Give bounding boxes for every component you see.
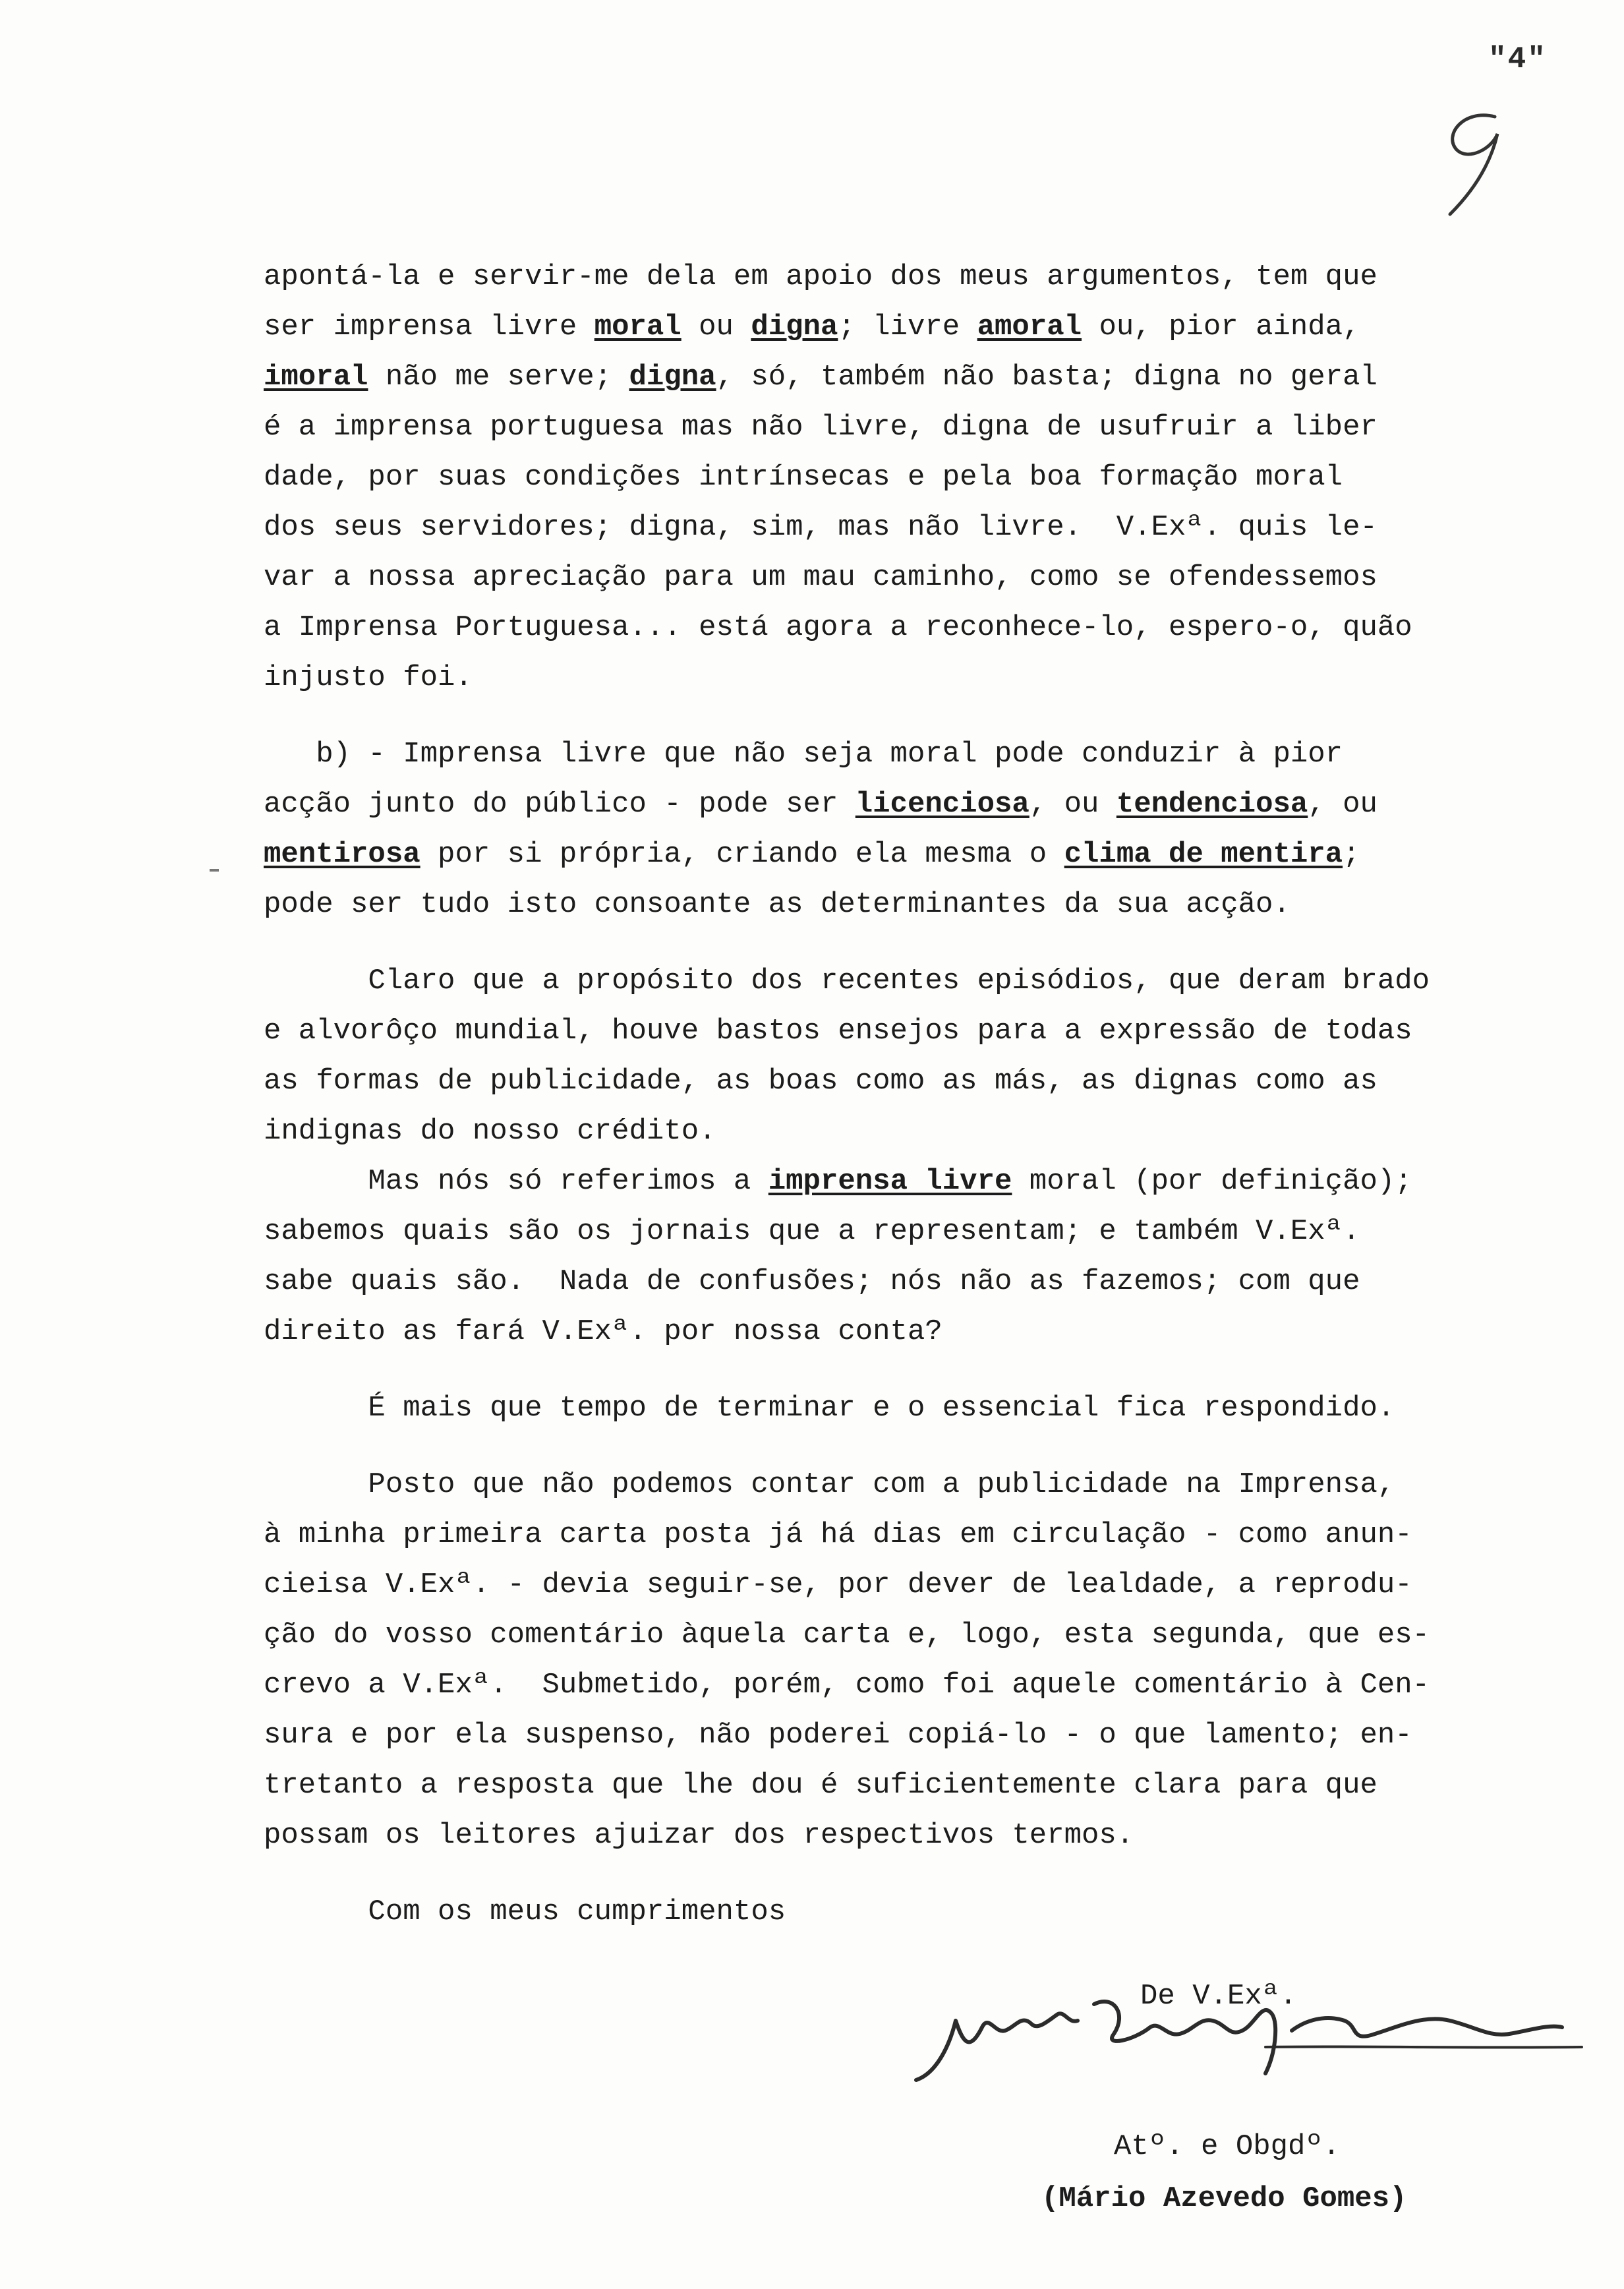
text-segment: Mas nós só referimos a bbox=[264, 1165, 768, 1198]
text-line bbox=[264, 1206, 1555, 1257]
text-line bbox=[264, 729, 1555, 779]
text-line bbox=[264, 1106, 1555, 1156]
text-line bbox=[264, 1710, 1555, 1760]
underlined-term: digna bbox=[629, 361, 716, 394]
paragraph bbox=[264, 729, 1555, 930]
closing-line-1: De V.Exª. bbox=[1140, 1980, 1297, 2013]
text-segment: direito as fará V.Exª. por nossa conta? bbox=[264, 1315, 942, 1348]
text-line bbox=[264, 1510, 1555, 1560]
text-segment: não me serve; bbox=[368, 361, 629, 394]
text-segment: tretanto a resposta que lhe dou é suficientemente clara para que bbox=[264, 1769, 1378, 1802]
text-line bbox=[264, 1383, 1555, 1433]
text-segment: acção junto do público - pode ser bbox=[264, 788, 856, 821]
margin-mark bbox=[210, 869, 219, 872]
text-segment: ; livre bbox=[838, 311, 977, 343]
text-segment: indignas do nosso crédito. bbox=[264, 1115, 716, 1148]
closing-line-2: Atº. e Obgdº. bbox=[1114, 2130, 1341, 2163]
text-segment: Posto que não podemos contar com a publicidade na Imprensa, bbox=[264, 1468, 1395, 1501]
text-segment: sabemos quais são os jornais que a representam; e também V.Exª. bbox=[264, 1215, 1360, 1248]
text-line bbox=[264, 653, 1555, 703]
text-line bbox=[264, 302, 1555, 352]
text-segment: é a imprensa portuguesa mas não livre, digna de usufruir a liber bbox=[264, 411, 1378, 444]
text-line bbox=[264, 956, 1555, 1006]
paragraph-gap bbox=[264, 930, 1555, 956]
underlined-term: licenciosa bbox=[855, 788, 1030, 821]
paragraph bbox=[264, 956, 1555, 1357]
text-segment: ; bbox=[1343, 838, 1360, 871]
text-segment: sabe quais são. Nada de confusões; nós não as fazemos; com que bbox=[264, 1265, 1360, 1298]
paragraph bbox=[264, 1460, 1555, 1860]
text-line bbox=[264, 1660, 1555, 1710]
text-segment: , ou bbox=[1308, 788, 1378, 821]
underlined-term: imprensa livre bbox=[768, 1165, 1012, 1198]
text-line bbox=[264, 502, 1555, 552]
text-segment: ser imprensa livre bbox=[264, 311, 594, 343]
text-segment: ou, pior ainda, bbox=[1082, 311, 1360, 343]
text-segment: Claro que a propósito dos recentes episódios, que deram brado bbox=[264, 965, 1430, 997]
text-segment: É mais que tempo de terminar e o essencial fica respondido. bbox=[264, 1392, 1395, 1425]
text-line bbox=[264, 1887, 1555, 1937]
text-segment: a Imprensa Portuguesa... está agora a reconhece-lo, espero-o, quão bbox=[264, 611, 1412, 644]
text-segment: crevo a V.Exª. Submetido, porém, como foi aquele comentário à Cen- bbox=[264, 1669, 1430, 1702]
text-line bbox=[264, 1006, 1555, 1056]
text-line bbox=[264, 452, 1555, 502]
text-line bbox=[264, 1810, 1555, 1860]
text-segment: por si própria, criando ela mesma o bbox=[420, 838, 1064, 871]
underlined-term: clima de mentira bbox=[1064, 838, 1343, 871]
text-segment: dade, por suas condições intrínsecas e pela boa formação moral bbox=[264, 461, 1343, 494]
text-line bbox=[264, 1257, 1555, 1307]
text-line bbox=[264, 1460, 1555, 1510]
underlined-term: digna bbox=[751, 311, 838, 343]
text-segment: moral (por definição); bbox=[1012, 1165, 1412, 1198]
text-line bbox=[264, 252, 1555, 302]
text-segment: as formas de publicidade, as boas como as más, as dignas como as bbox=[264, 1065, 1378, 1098]
text-segment: cieisa V.Exª. - devia seguir-se, por dever de lealdade, a reprodu- bbox=[264, 1568, 1412, 1601]
text-line bbox=[264, 352, 1555, 402]
signatory-name: (Mário Azevedo Gomes) bbox=[1041, 2182, 1407, 2215]
text-segment: à minha primeira carta posta já há dias em circulação - como anun- bbox=[264, 1518, 1412, 1551]
text-line bbox=[264, 1760, 1555, 1810]
text-line bbox=[264, 1560, 1555, 1610]
text-segment: pode ser tudo isto consoante as determinantes da sua acção. bbox=[264, 888, 1290, 921]
text-segment: e alvorôço mundial, houve bastos ensejos para a expressão de todas bbox=[264, 1015, 1412, 1048]
text-segment: apontá-la e servir-me dela em apoio dos meus argumentos, tem que bbox=[264, 260, 1378, 293]
paragraph bbox=[264, 1887, 1555, 1937]
handwritten-signature bbox=[896, 1975, 1588, 2100]
text-line bbox=[264, 779, 1555, 829]
text-line bbox=[264, 829, 1555, 879]
text-line bbox=[264, 1610, 1555, 1660]
text-segment: , ou bbox=[1029, 788, 1116, 821]
handwritten-folio-mark bbox=[1437, 109, 1516, 221]
paragraph bbox=[264, 1383, 1555, 1433]
text-segment: b) - Imprensa livre que não seja moral pode conduzir à pior bbox=[264, 738, 1343, 771]
text-line bbox=[264, 1056, 1555, 1106]
text-segment: , só, também não basta; digna no geral bbox=[716, 361, 1378, 394]
page-number: "4" bbox=[1488, 42, 1547, 76]
underlined-term: mentirosa bbox=[264, 838, 420, 871]
text-segment: injusto foi. bbox=[264, 661, 473, 694]
underlined-term: tendenciosa bbox=[1116, 788, 1308, 821]
paragraph-gap bbox=[264, 1433, 1555, 1460]
paragraph-gap bbox=[264, 1357, 1555, 1383]
letter-body bbox=[264, 252, 1555, 1937]
text-line bbox=[264, 552, 1555, 603]
text-segment: dos seus servidores; digna, sim, mas não livre. V.Exª. quis le- bbox=[264, 511, 1378, 544]
paragraph-gap bbox=[264, 1860, 1555, 1887]
text-line bbox=[264, 1307, 1555, 1357]
text-line bbox=[264, 879, 1555, 930]
paragraph bbox=[264, 252, 1555, 703]
underlined-term: amoral bbox=[977, 311, 1082, 343]
text-segment: possam os leitores ajuizar dos respectivos termos. bbox=[264, 1819, 1134, 1852]
underlined-term: moral bbox=[594, 311, 682, 343]
text-line bbox=[264, 1156, 1555, 1206]
text-segment: Com os meus cumprimentos bbox=[264, 1895, 786, 1928]
text-line bbox=[264, 402, 1555, 452]
underlined-term: imoral bbox=[264, 361, 368, 394]
paragraph-gap bbox=[264, 703, 1555, 729]
text-segment: ção do vosso comentário àquela carta e, logo, esta segunda, que es- bbox=[264, 1619, 1430, 1651]
text-segment: var a nossa apreciação para um mau caminho, como se ofendessemos bbox=[264, 561, 1378, 594]
text-line bbox=[264, 603, 1555, 653]
text-segment: sura e por ela suspenso, não poderei copiá-lo - o que lamento; en- bbox=[264, 1719, 1412, 1752]
text-segment: ou bbox=[681, 311, 751, 343]
